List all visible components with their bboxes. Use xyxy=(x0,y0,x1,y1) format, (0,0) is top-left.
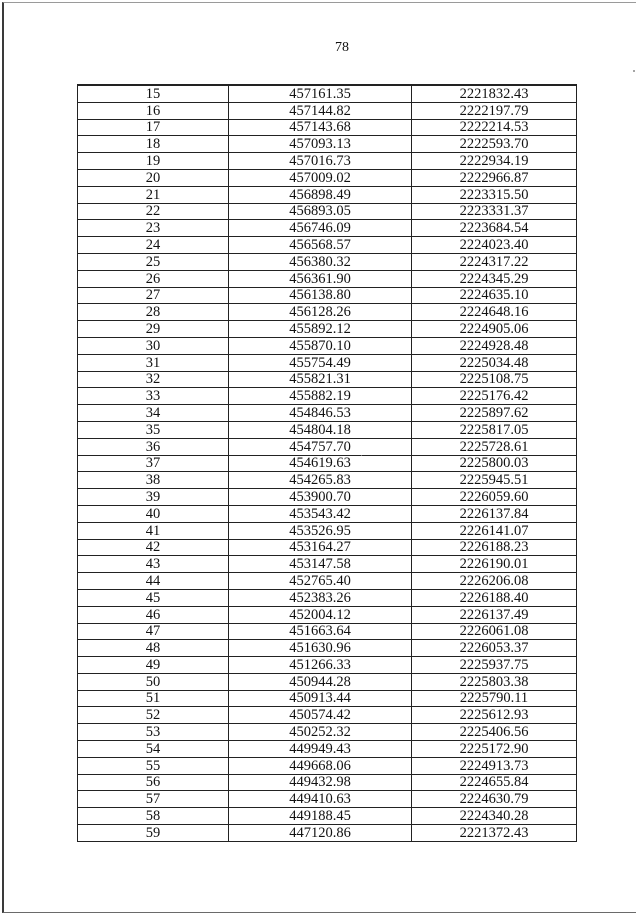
y-coordinate-cell: 2224023.40 xyxy=(412,237,577,254)
table-row xyxy=(78,186,577,203)
y-coordinate-cell: 2226053.37 xyxy=(412,640,577,657)
y-coordinate-cell: 2224655.84 xyxy=(412,774,577,791)
y-coordinate-cell: 2224913.73 xyxy=(412,757,577,774)
y-coordinate-cell: 2225108.75 xyxy=(412,371,577,388)
table-row xyxy=(78,539,577,556)
y-coordinate-cell: 2222593.70 xyxy=(412,136,577,153)
point-number-cell: 38 xyxy=(78,472,229,489)
table-row xyxy=(78,354,577,371)
point-number-cell: 42 xyxy=(78,539,229,556)
table-row xyxy=(78,791,577,808)
point-number-cell: 23 xyxy=(78,220,229,237)
table-row xyxy=(78,808,577,825)
scan-speck xyxy=(361,455,362,456)
y-coordinate-cell: 2226188.40 xyxy=(412,589,577,606)
y-coordinate-cell: 2222966.87 xyxy=(412,169,577,186)
table-row xyxy=(78,757,577,774)
table-row xyxy=(78,405,577,422)
point-number-cell: 54 xyxy=(78,741,229,758)
y-coordinate-cell: 2224630.79 xyxy=(412,791,577,808)
y-coordinate-cell: 2224345.29 xyxy=(412,270,577,287)
x-coordinate-cell: 450944.28 xyxy=(229,673,412,690)
x-coordinate-cell: 454846.53 xyxy=(229,405,412,422)
y-coordinate-cell: 2226137.49 xyxy=(412,606,577,623)
x-coordinate-cell: 451266.33 xyxy=(229,657,412,674)
y-coordinate-cell: 2226061.08 xyxy=(412,623,577,640)
point-number-cell: 16 xyxy=(78,102,229,119)
y-coordinate-cell: 2221372.43 xyxy=(412,825,577,842)
y-coordinate-cell: 2225612.93 xyxy=(412,707,577,724)
point-number-cell: 29 xyxy=(78,321,229,338)
x-coordinate-cell: 457093.13 xyxy=(229,136,412,153)
table-row xyxy=(78,589,577,606)
table-row xyxy=(78,438,577,455)
table-row xyxy=(78,220,577,237)
point-number-cell: 24 xyxy=(78,237,229,254)
table-row xyxy=(78,169,577,186)
point-number-cell: 17 xyxy=(78,119,229,136)
coordinates-table-body xyxy=(78,85,577,841)
y-coordinate-cell: 2224928.48 xyxy=(412,337,577,354)
point-number-cell: 34 xyxy=(78,405,229,422)
y-coordinate-cell: 2223315.50 xyxy=(412,186,577,203)
point-number-cell: 52 xyxy=(78,707,229,724)
scan-speck xyxy=(633,70,635,72)
table-row xyxy=(78,136,577,153)
coordinates-table xyxy=(77,84,577,842)
x-coordinate-cell: 456898.49 xyxy=(229,186,412,203)
y-coordinate-cell: 2224317.22 xyxy=(412,253,577,270)
table-row xyxy=(78,724,577,741)
point-number-cell: 28 xyxy=(78,304,229,321)
point-number-cell: 35 xyxy=(78,421,229,438)
point-number-cell: 27 xyxy=(78,287,229,304)
y-coordinate-cell: 2226206.08 xyxy=(412,573,577,590)
x-coordinate-cell: 453900.70 xyxy=(229,489,412,506)
table-row xyxy=(78,270,577,287)
point-number-cell: 20 xyxy=(78,169,229,186)
y-coordinate-cell: 2224340.28 xyxy=(412,808,577,825)
x-coordinate-cell: 451663.64 xyxy=(229,623,412,640)
x-coordinate-cell: 455882.19 xyxy=(229,388,412,405)
x-coordinate-cell: 457143.68 xyxy=(229,119,412,136)
y-coordinate-cell: 2224635.10 xyxy=(412,287,577,304)
point-number-cell: 18 xyxy=(78,136,229,153)
table-row xyxy=(78,505,577,522)
y-coordinate-cell: 2222934.19 xyxy=(412,153,577,170)
x-coordinate-cell: 452383.26 xyxy=(229,589,412,606)
x-coordinate-cell: 457161.35 xyxy=(229,85,412,102)
point-number-cell: 25 xyxy=(78,253,229,270)
table-row xyxy=(78,371,577,388)
point-number-cell: 50 xyxy=(78,673,229,690)
x-coordinate-cell: 454804.18 xyxy=(229,421,412,438)
x-coordinate-cell: 450574.42 xyxy=(229,707,412,724)
table-row xyxy=(78,253,577,270)
y-coordinate-cell: 2225897.62 xyxy=(412,405,577,422)
x-coordinate-cell: 453147.58 xyxy=(229,556,412,573)
y-coordinate-cell: 2225817.05 xyxy=(412,421,577,438)
point-number-cell: 56 xyxy=(78,774,229,791)
table-row xyxy=(78,85,577,102)
table-row xyxy=(78,522,577,539)
x-coordinate-cell: 449949.43 xyxy=(229,741,412,758)
x-coordinate-cell: 449410.63 xyxy=(229,791,412,808)
table-row xyxy=(78,337,577,354)
point-number-cell: 44 xyxy=(78,573,229,590)
x-coordinate-cell: 455821.31 xyxy=(229,371,412,388)
x-coordinate-cell: 457016.73 xyxy=(229,153,412,170)
table-row xyxy=(78,774,577,791)
page-number: 78 xyxy=(335,40,349,55)
y-coordinate-cell: 2222197.79 xyxy=(412,102,577,119)
y-coordinate-cell: 2225790.11 xyxy=(412,690,577,707)
y-coordinate-cell: 2225937.75 xyxy=(412,657,577,674)
x-coordinate-cell: 455870.10 xyxy=(229,337,412,354)
y-coordinate-cell: 2223684.54 xyxy=(412,220,577,237)
x-coordinate-cell: 449668.06 xyxy=(229,757,412,774)
x-coordinate-cell: 456361.90 xyxy=(229,270,412,287)
table-row xyxy=(78,388,577,405)
table-row xyxy=(78,421,577,438)
y-coordinate-cell: 2223331.37 xyxy=(412,203,577,220)
point-number-cell: 48 xyxy=(78,640,229,657)
x-coordinate-cell: 452765.40 xyxy=(229,573,412,590)
x-coordinate-cell: 455892.12 xyxy=(229,321,412,338)
point-number-cell: 57 xyxy=(78,791,229,808)
table-row xyxy=(78,203,577,220)
point-number-cell: 55 xyxy=(78,757,229,774)
x-coordinate-cell: 457009.02 xyxy=(229,169,412,186)
point-number-cell: 26 xyxy=(78,270,229,287)
table-row xyxy=(78,237,577,254)
point-number-cell: 41 xyxy=(78,522,229,539)
x-coordinate-cell: 447120.86 xyxy=(229,825,412,842)
x-coordinate-cell: 456568.57 xyxy=(229,237,412,254)
y-coordinate-cell: 2225172.90 xyxy=(412,741,577,758)
point-number-cell: 43 xyxy=(78,556,229,573)
x-coordinate-cell: 456128.26 xyxy=(229,304,412,321)
y-coordinate-cell: 2226190.01 xyxy=(412,556,577,573)
y-coordinate-cell: 2225800.03 xyxy=(412,455,577,472)
y-coordinate-cell: 2226141.07 xyxy=(412,522,577,539)
x-coordinate-cell: 453164.27 xyxy=(229,539,412,556)
table-row xyxy=(78,489,577,506)
x-coordinate-cell: 456380.32 xyxy=(229,253,412,270)
y-coordinate-cell: 2224648.16 xyxy=(412,304,577,321)
y-coordinate-cell: 2225406.56 xyxy=(412,724,577,741)
point-number-cell: 49 xyxy=(78,657,229,674)
x-coordinate-cell: 454265.83 xyxy=(229,472,412,489)
point-number-cell: 30 xyxy=(78,337,229,354)
point-number-cell: 59 xyxy=(78,825,229,842)
table-row xyxy=(78,741,577,758)
y-coordinate-cell: 2225034.48 xyxy=(412,354,577,371)
point-number-cell: 37 xyxy=(78,455,229,472)
y-coordinate-cell: 2225803.38 xyxy=(412,673,577,690)
table-row xyxy=(78,321,577,338)
y-coordinate-cell: 2226137.84 xyxy=(412,505,577,522)
table-row xyxy=(78,304,577,321)
table-row xyxy=(78,556,577,573)
x-coordinate-cell: 457144.82 xyxy=(229,102,412,119)
table-row xyxy=(78,455,577,472)
point-number-cell: 39 xyxy=(78,489,229,506)
y-coordinate-cell: 2226188.23 xyxy=(412,539,577,556)
table-row xyxy=(78,287,577,304)
x-coordinate-cell: 456138.80 xyxy=(229,287,412,304)
x-coordinate-cell: 455754.49 xyxy=(229,354,412,371)
y-coordinate-cell: 2225176.42 xyxy=(412,388,577,405)
table-row xyxy=(78,573,577,590)
x-coordinate-cell: 450252.32 xyxy=(229,724,412,741)
x-coordinate-cell: 453526.95 xyxy=(229,522,412,539)
x-coordinate-cell: 454619.63 xyxy=(229,455,412,472)
y-coordinate-cell: 2226059.60 xyxy=(412,489,577,506)
point-number-cell: 21 xyxy=(78,186,229,203)
point-number-cell: 45 xyxy=(78,589,229,606)
y-coordinate-cell: 2222214.53 xyxy=(412,119,577,136)
table-row xyxy=(78,472,577,489)
x-coordinate-cell: 451630.96 xyxy=(229,640,412,657)
point-number-cell: 51 xyxy=(78,690,229,707)
x-coordinate-cell: 449432.98 xyxy=(229,774,412,791)
table-row xyxy=(78,707,577,724)
point-number-cell: 15 xyxy=(78,85,229,102)
y-coordinate-cell: 2224905.06 xyxy=(412,321,577,338)
point-number-cell: 31 xyxy=(78,354,229,371)
point-number-cell: 53 xyxy=(78,724,229,741)
x-coordinate-cell: 450913.44 xyxy=(229,690,412,707)
table-row xyxy=(78,673,577,690)
table-row xyxy=(78,657,577,674)
x-coordinate-cell: 449188.45 xyxy=(229,808,412,825)
table-row xyxy=(78,102,577,119)
table-row xyxy=(78,153,577,170)
point-number-cell: 58 xyxy=(78,808,229,825)
point-number-cell: 40 xyxy=(78,505,229,522)
x-coordinate-cell: 452004.12 xyxy=(229,606,412,623)
x-coordinate-cell: 456746.09 xyxy=(229,220,412,237)
table-row xyxy=(78,623,577,640)
point-number-cell: 46 xyxy=(78,606,229,623)
point-number-cell: 47 xyxy=(78,623,229,640)
point-number-cell: 19 xyxy=(78,153,229,170)
point-number-cell: 33 xyxy=(78,388,229,405)
point-number-cell: 36 xyxy=(78,438,229,455)
point-number-cell: 32 xyxy=(78,371,229,388)
y-coordinate-cell: 2225945.51 xyxy=(412,472,577,489)
table-row xyxy=(78,690,577,707)
x-coordinate-cell: 453543.42 xyxy=(229,505,412,522)
x-coordinate-cell: 454757.70 xyxy=(229,438,412,455)
table-row xyxy=(78,825,577,842)
y-coordinate-cell: 2225728.61 xyxy=(412,438,577,455)
table-row xyxy=(78,119,577,136)
table-row xyxy=(78,640,577,657)
point-number-cell: 22 xyxy=(78,203,229,220)
table-row xyxy=(78,606,577,623)
x-coordinate-cell: 456893.05 xyxy=(229,203,412,220)
y-coordinate-cell: 2221832.43 xyxy=(412,85,577,102)
